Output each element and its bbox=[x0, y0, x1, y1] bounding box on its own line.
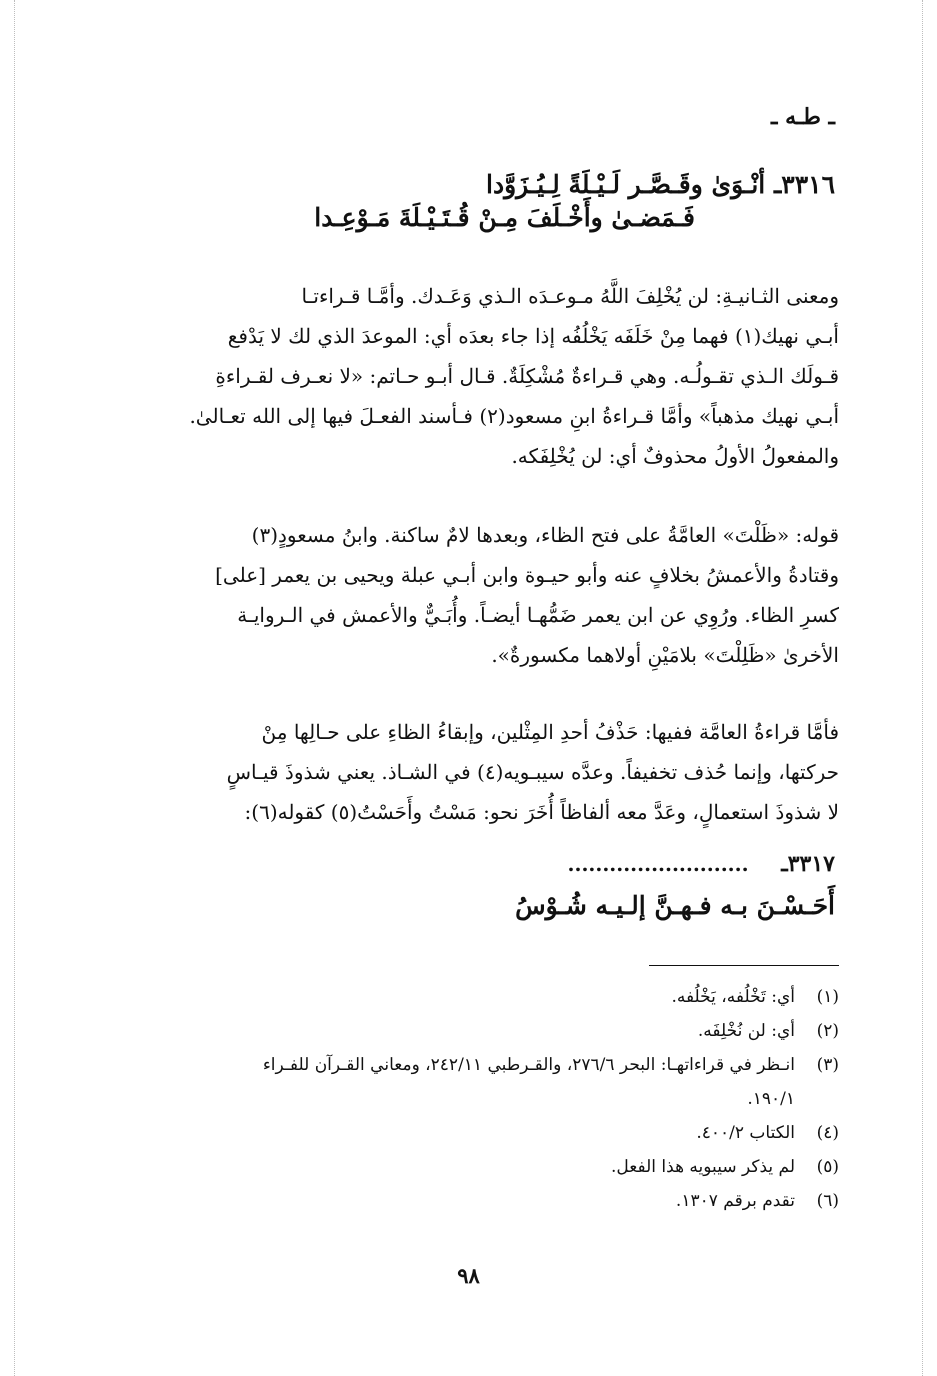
footnote-text: أي: لن نُخْلِفَه. bbox=[697, 1021, 795, 1041]
paragraph-line: حركتها، وإنما حُذف تخفيفاً. وعدَّه سيبـويه(٤) في الشـاذ. يعني شذوذَ قيـاسٍ bbox=[226, 760, 839, 784]
left-margin-line bbox=[14, 0, 15, 1376]
footnote bbox=[149, 1048, 839, 1116]
footnote-text-continued: ١٩٠/١. bbox=[747, 1089, 795, 1109]
footnote-text: أي: تَخْلُفه، يَخْلُفه. bbox=[671, 987, 795, 1007]
paragraph-line: ومعنى الثـانيـةِ: لن يُخْلِفَ اللَّهُ مـوعـدَه الـذي وَعَـدك. وأمَّـا قـراءتـا bbox=[301, 284, 839, 308]
footnote bbox=[149, 1014, 839, 1048]
footnote-text-block bbox=[149, 1048, 795, 1116]
page-number: ٩٨ bbox=[457, 1263, 480, 1288]
verse-number: ٣٣١٧ـ bbox=[781, 851, 835, 877]
paragraph-line: أبـي نهيك مذهباً» وأمَّا قـراءةُ ابنِ مسعود(٢) فـأسند الفعـلَ فيها إلى الله تعـالىٰ. bbox=[189, 404, 839, 428]
footnotes bbox=[149, 980, 839, 1218]
footnote-separator bbox=[649, 965, 839, 966]
paragraph-line: فأمَّا قراءةُ العامَّة ففيها: حَذْفُ أحدِ المِثْلين، وإبقاءُ الظاءِ على حـالِها مِنْ bbox=[261, 720, 839, 744]
footnote bbox=[149, 980, 839, 1014]
paragraph-2 bbox=[149, 515, 839, 675]
running-header: ـ طـه ـ bbox=[771, 104, 835, 130]
footnote-number: (٤) bbox=[816, 1123, 839, 1143]
verse-line-2: فَـمَضـىٰ وأَخْـلَفَ مِـنْ قُـتَـيْـلَةَ مَـوْعِـدا bbox=[314, 203, 695, 232]
verse-3317 bbox=[515, 848, 835, 920]
footnote-text: تقدم برقم ١٣٠٧. bbox=[675, 1191, 795, 1211]
footnote-text: الكتاب ٤٠٠/٢. bbox=[696, 1123, 795, 1143]
footnote-number: (٦) bbox=[816, 1191, 839, 1211]
verse-ellipsis: .......................... bbox=[567, 852, 749, 876]
paragraph-line: والمفعولُ الأولُ محذوفٌ أي: لن يُخْلِفَكه. bbox=[511, 444, 839, 468]
footnote bbox=[149, 1116, 839, 1150]
footnote bbox=[149, 1150, 839, 1184]
verse-line-1: ٣٣١٦ـ أنْـوَىٰ وقَـصَّـر لَـيْـلَةً لِـيُـزَوَّدا bbox=[486, 170, 835, 199]
verse-3316 bbox=[314, 170, 835, 232]
verse-line-2: أَحَـسْـنَ بـه فـهـنَّ إلـيـه شُـوْسُ bbox=[515, 891, 835, 920]
right-margin-line bbox=[922, 0, 923, 1376]
footnote bbox=[149, 1184, 839, 1218]
paragraph-line: قـولَك الـذي تقـولُـه. وهي قـراءةٌ مُشْكِلَةٌ. قـال أبـو حـاتم: «لا نعـرف لقـراءةِ bbox=[215, 364, 839, 388]
paragraph-3 bbox=[149, 712, 839, 832]
footnote-text: لم يذكر سيبويه هذا الفعل. bbox=[611, 1157, 795, 1177]
footnote-number: (٣) bbox=[816, 1055, 839, 1075]
paragraph-line: أبـي نهيك(١) فهما مِنْ خَلَفَه يَخْلُفُه إذا جاء بعدَه أي: الموعدَ الذي لك لا يَدْفع bbox=[227, 324, 839, 348]
paragraph-line: قوله: «ظَلْتَ» العامَّةُ على فتح الظاء، وبعدها لامٌ ساكنة. وابنُ مسعودٍ(٣) bbox=[251, 523, 839, 547]
paragraph-line: الأخرىٰ «ظَلِلْتَ» بلامَيْنِ أولاهما مكسورةٌ». bbox=[491, 643, 839, 667]
paragraph-1 bbox=[149, 276, 839, 476]
verse-line-1 bbox=[515, 848, 835, 877]
footnote-number: (٥) bbox=[816, 1157, 839, 1177]
footnote-number: (٢) bbox=[816, 1021, 839, 1041]
paragraph-line: كسرِ الظاء. ورُوِي عن ابن يعمر ضَمُّهـا أيضـاً. وأُبَـيٌّ والأعمش في الـروايـة bbox=[237, 603, 839, 627]
paragraph-line: وقتادةُ والأعمشُ بخلافٍ عنه وأبو حيـوة وابن أبـي عبلة ويحيى بن يعمر [على] bbox=[215, 563, 839, 587]
footnote-text: انـظر في قراءاتهـا: البحر ٢٧٦/٦، والقـرطبي ٢٤٢/١١، ومعاني القـرآن للفـراء bbox=[262, 1055, 795, 1075]
footnote-number: (١) bbox=[816, 987, 839, 1007]
paragraph-line: لا شذوذَ استعمالٍ، وعَدَّ معه ألفاظاً أُخَرَ نحو: مَسْتُ وأَحَسْتُ(٥) كقوله(٦): bbox=[244, 800, 839, 824]
